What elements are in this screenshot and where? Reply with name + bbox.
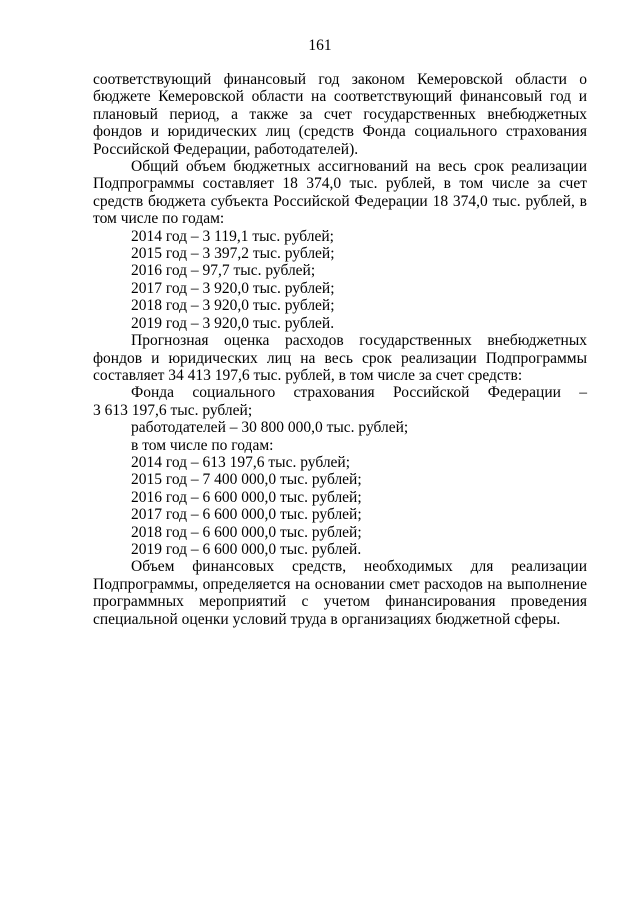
forecast-years-list xyxy=(93,454,587,558)
list-item: 2016 год – 6 600 000,0 тыс. рублей; xyxy=(131,488,362,506)
employers-line: работодателей – 30 800 000,0 тыс. рублей; xyxy=(131,419,409,437)
list-item: 2014 год – 613 197,6 тыс. рублей; xyxy=(131,453,351,471)
list-item: 2015 год – 3 397,2 тыс. рублей; xyxy=(131,245,335,263)
list-item: 2017 год – 3 920,0 тыс. рублей; xyxy=(131,279,335,297)
list-item: 2018 год – 3 920,0 тыс. рублей; xyxy=(131,297,335,315)
by-years-line: в том числе по годам: xyxy=(131,436,274,454)
list-item: 2018 год – 6 600 000,0 тыс. рублей; xyxy=(131,523,362,541)
paragraph-funding-sources: соответствующий финансовый год законом Кемеровской области о бюджете Кемеровской области на соответствующий финансовый год и плановый период, а также за счет государственных внебюджетных фондов и юридических лиц (средств Фонда социального страхования Российской Федерации, работодателей). xyxy=(93,71,587,158)
list-item: 2014 год – 3 119,1 тыс. рублей; xyxy=(131,227,334,245)
list-item: 2016 год – 97,7 тыс. рублей; xyxy=(131,262,316,280)
list-item: 2015 год – 7 400 000,0 тыс. рублей; xyxy=(131,471,362,489)
page-number: 161 xyxy=(308,37,332,54)
paragraph-financing-volume: Объем финансовых средств, необходимых для реализации Подпрограммы, определяется на основании смет расходов на выполнение программных мероприятий с учетом финансирования проведения специальной оценки условий труда в организациях бюджетной сферы. xyxy=(93,558,587,628)
fss-line: Фонда социального страхования Российской Федерации – xyxy=(131,384,587,402)
list-item: 2019 год – 6 600 000,0 тыс. рублей. xyxy=(131,540,362,558)
list-item: 2017 год – 6 600 000,0 тыс. рублей; xyxy=(131,506,362,524)
paragraph-forecast-estimate: Прогнозная оценка расходов государственных внебюджетных фондов и юридических лиц на весь срок реализации Подпрограммы составляет 34 413 197,6 тыс. рублей, в том числе за счет средств: xyxy=(93,332,587,384)
fss-amount-line: 3 613 197,6 тыс. рублей; xyxy=(93,401,253,419)
list-item: 2019 год – 3 920,0 тыс. рублей. xyxy=(131,314,335,332)
document-body xyxy=(93,71,587,628)
paragraph-total-budget: Общий объем бюджетных ассигнований на весь срок реализации Подпрограммы составляет 18 374,0 тыс. рублей, в том числе за счет средств бюджета субъекта Российской Федерации 18 374,0 тыс. рублей, в том числе по годам: xyxy=(93,158,587,228)
budget-years-list xyxy=(93,228,587,332)
